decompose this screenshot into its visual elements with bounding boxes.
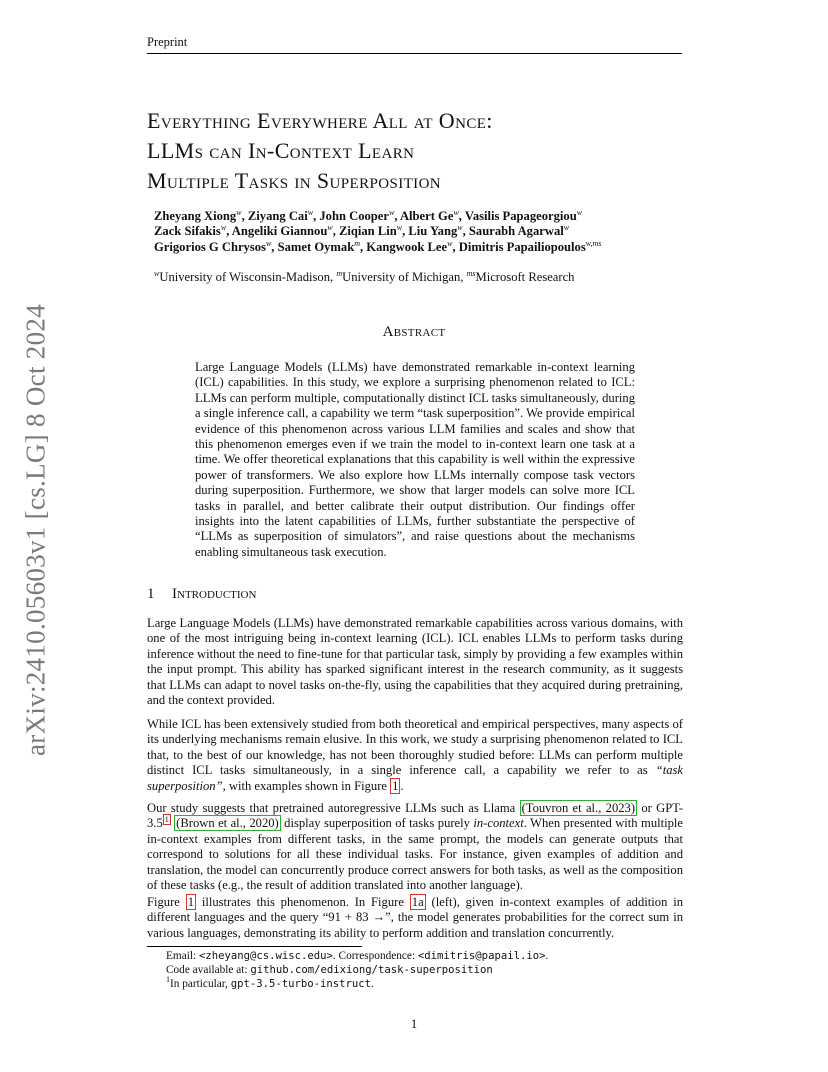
p3-text-b: or GPT-3.5 [147,801,683,831]
abstract-text: Large Language Models (LLMs) have demonstrated remarkable in-context learning (ICL) capabilities. In this study, we explore a surprising phenomenon related to ICL: LLMs can perform multiple, computationally distinct ICL tasks simultaneously, during a single inference call, a capability we term “task superposition”. We provide empirical evidence of this phenomenon across various LLM families and scales and show that this phenomenon emerges even if we train the model to in-context learn one task at a time. We offer theoretical explanations that this capability is well within the expressive power of transformers. We also explore how LLMs internally compose task vectors during superposition. Furthermore, we show that larger models can solve more ICL tasks in parallel, and better calibrate their output distribution. Our findings offer insights into the latent capabilities of LLMs, further substantiate the perspective of “LLMs as superposition of simulators”, and raise questions about the mechanisms enabling simultaneous task execution. [195,360,635,559]
affiliations [154,270,674,285]
affiliation-mark: w [563,223,570,233]
running-header: Preprint [147,35,188,49]
author-name: Ziyang Cai [247,209,308,223]
author-list [154,209,674,255]
author-separator: , [313,209,320,223]
author-row-2 [154,224,674,239]
author-separator: , [462,224,469,239]
affiliation-mark: m [336,269,343,278]
affiliation-mark: m [354,238,360,248]
footnote-model: gpt-3.5-turbo-instruct [230,978,372,990]
p2-text-b: , with examples shown in Figure [222,778,391,793]
affiliation-name: Microsoft Research [475,270,575,284]
paragraph-2 [147,717,683,794]
author-name: Liu Yang [408,224,458,239]
author-name: Saurabh Agarwal [468,224,564,239]
author-separator: , [271,239,278,254]
p4-text-a: Figure [147,895,186,909]
affiliation-mark: ms [466,269,476,278]
author-name: Samet Oymak [277,239,355,254]
footnote-code [166,963,686,978]
p2-emphasis: “task superposition” [147,763,683,793]
paragraph-4 [147,895,683,941]
section-title: Introduction [172,586,257,602]
p2-text-c: . [400,778,404,793]
figure-ref-link[interactable]: 1 [187,895,195,909]
arxiv-identifier [6,300,66,760]
author-name: Dimitris Papailiopoulos [458,239,586,254]
citation-touvron-link[interactable]: (Touvron et al., 2023) [521,801,636,815]
author-separator: , [458,209,465,223]
author-separator: , [402,224,409,239]
affiliation-name: University of Wisconsin-Madison, [159,270,337,284]
abstract-heading: Abstract [382,324,446,340]
affiliation-mark: w [447,238,453,248]
author-name: Albert Ge [399,209,454,223]
title-line-1: Everything Everywhere All at Once: [147,108,493,133]
p4-text-b: illustrates this phenomenon. In Figure [196,895,410,909]
p3-text-e: . When presented with multiple in-context examples from different tasks, in the same prompt, the models can generate outputs that correspond to solutions for all these individual tasks. For instance, given examples of addition and translation, the model can concurrently produce correct answers for both tasks, as well as the composition of these tasks (e.g., the result of addition translated into another language). [147,816,683,893]
author-name: Ziqian Lin [338,224,397,239]
affiliation-mark: w [396,223,403,233]
title-line-2: LLMs can In-Context Learn [147,138,415,163]
author-separator: , [452,239,459,254]
affiliation-mark: w [453,208,459,217]
affiliation-mark: w,ms [585,238,602,248]
footnote-1 [166,977,686,992]
affiliation-mark: w [327,223,333,233]
p4-text-c: (left), given in-context examples of addition in different languages and the query “91 + 83 →”, the model generates probabilities for the correct sum in various languages, demonstrating its ability to perform addition and translation concurrently. [147,895,683,940]
paper-title [147,106,687,196]
affiliation-mark: w [265,238,272,248]
author-name: John Cooper [319,209,389,223]
author-separator: , [332,224,339,239]
author-row-3 [154,240,674,255]
email-address: <zheyang@cs.wisc.edu> [198,950,333,962]
paragraph-3 [147,801,683,893]
p3-text-d: display superposition of tasks purely [280,816,474,831]
affiliation-mark: w [457,223,463,233]
footnote-end: . [371,978,374,990]
author-separator: , [359,239,367,254]
figure-ref-link[interactable]: 1 [392,778,399,793]
affiliation-name: University of Michigan, [342,270,467,284]
footnote-mark: 1 [166,975,170,984]
correspondence-label: . Correspondence: [332,950,418,962]
affiliation-mark: w [388,208,395,217]
page-number: 1 [410,1017,418,1031]
affiliation-mark: w [154,269,160,278]
correspondence-email: <dimitris@papail.io> [417,950,546,962]
section-heading [147,586,256,603]
affiliation-mark: w [307,208,314,217]
author-name: Vasilis Papageorgiou [464,209,577,223]
paragraph-1: Large Language Models (LLMs) have demonstrated remarkable capabilities across various domains, with one of the most intriguing being in-context learning (ICL). ICL enables LLMs to perform tasks during inference without the need to fine-tune for that particular task, simply by providing a few examples within the input prompt. This ability has sparked significant interest in the research community, as it suggests that LLMs can adapt to novel tasks on-the-fly, using the capabilities that they acquired during pretraining, and the context provided. [147,616,683,708]
author-name: Zack Sifakis [154,224,221,239]
section-number: 1 [147,586,155,602]
p2-text-a: While ICL has been extensively studied from both theoretical and empirical perspectives, many aspects of its underlying mechanisms remain elusive. In this work, we study a surprising phenomenon related to ICL that, to the best of our knowledge, has not been thoroughly studied before: LLMs can perform multiple distinct ICL tasks simultaneously, in a single inference call, a capability we refer to as [147,717,683,778]
footnote-ref-link[interactable]: 1 [164,815,169,825]
affiliation-mark: w [576,208,583,217]
p3-text-a: Our study suggests that pretrained autoregressive LLMs such as Llama [147,801,520,815]
p3-emphasis: in-context [473,816,524,831]
author-separator: , [241,209,248,223]
author-separator: , [226,224,232,239]
author-row-1 [154,209,674,224]
citation-brown-link[interactable]: (Brown et al., 2020) [176,816,279,831]
affiliation-mark: w [220,223,227,233]
footnote-text: In particular, [170,978,231,990]
affiliation-mark: w [236,208,242,217]
code-url: github.com/edixiong/task-superposition [250,964,493,976]
author-name: Zheyang Xiong [154,209,237,223]
footnote-email [166,949,686,964]
author-name: Angeliki Giannou [231,224,328,239]
header-rule [147,53,682,54]
correspondence-end: . [545,950,549,962]
title-line-3: Multiple Tasks in Superposition [147,168,442,193]
arxiv-identifier-text: arXiv:2410.05603v1 [cs.LG] 8 Oct 2024 [20,303,51,757]
code-label: Code available at: [166,964,251,976]
author-name: Grigorios G Chrysos [154,239,266,254]
author-name: Kangwook Lee [366,239,448,254]
author-separator: , [394,209,400,223]
figure-1a-ref-link[interactable]: 1a [411,895,424,909]
email-label: Email: [166,950,199,962]
footnote-rule [147,946,362,947]
